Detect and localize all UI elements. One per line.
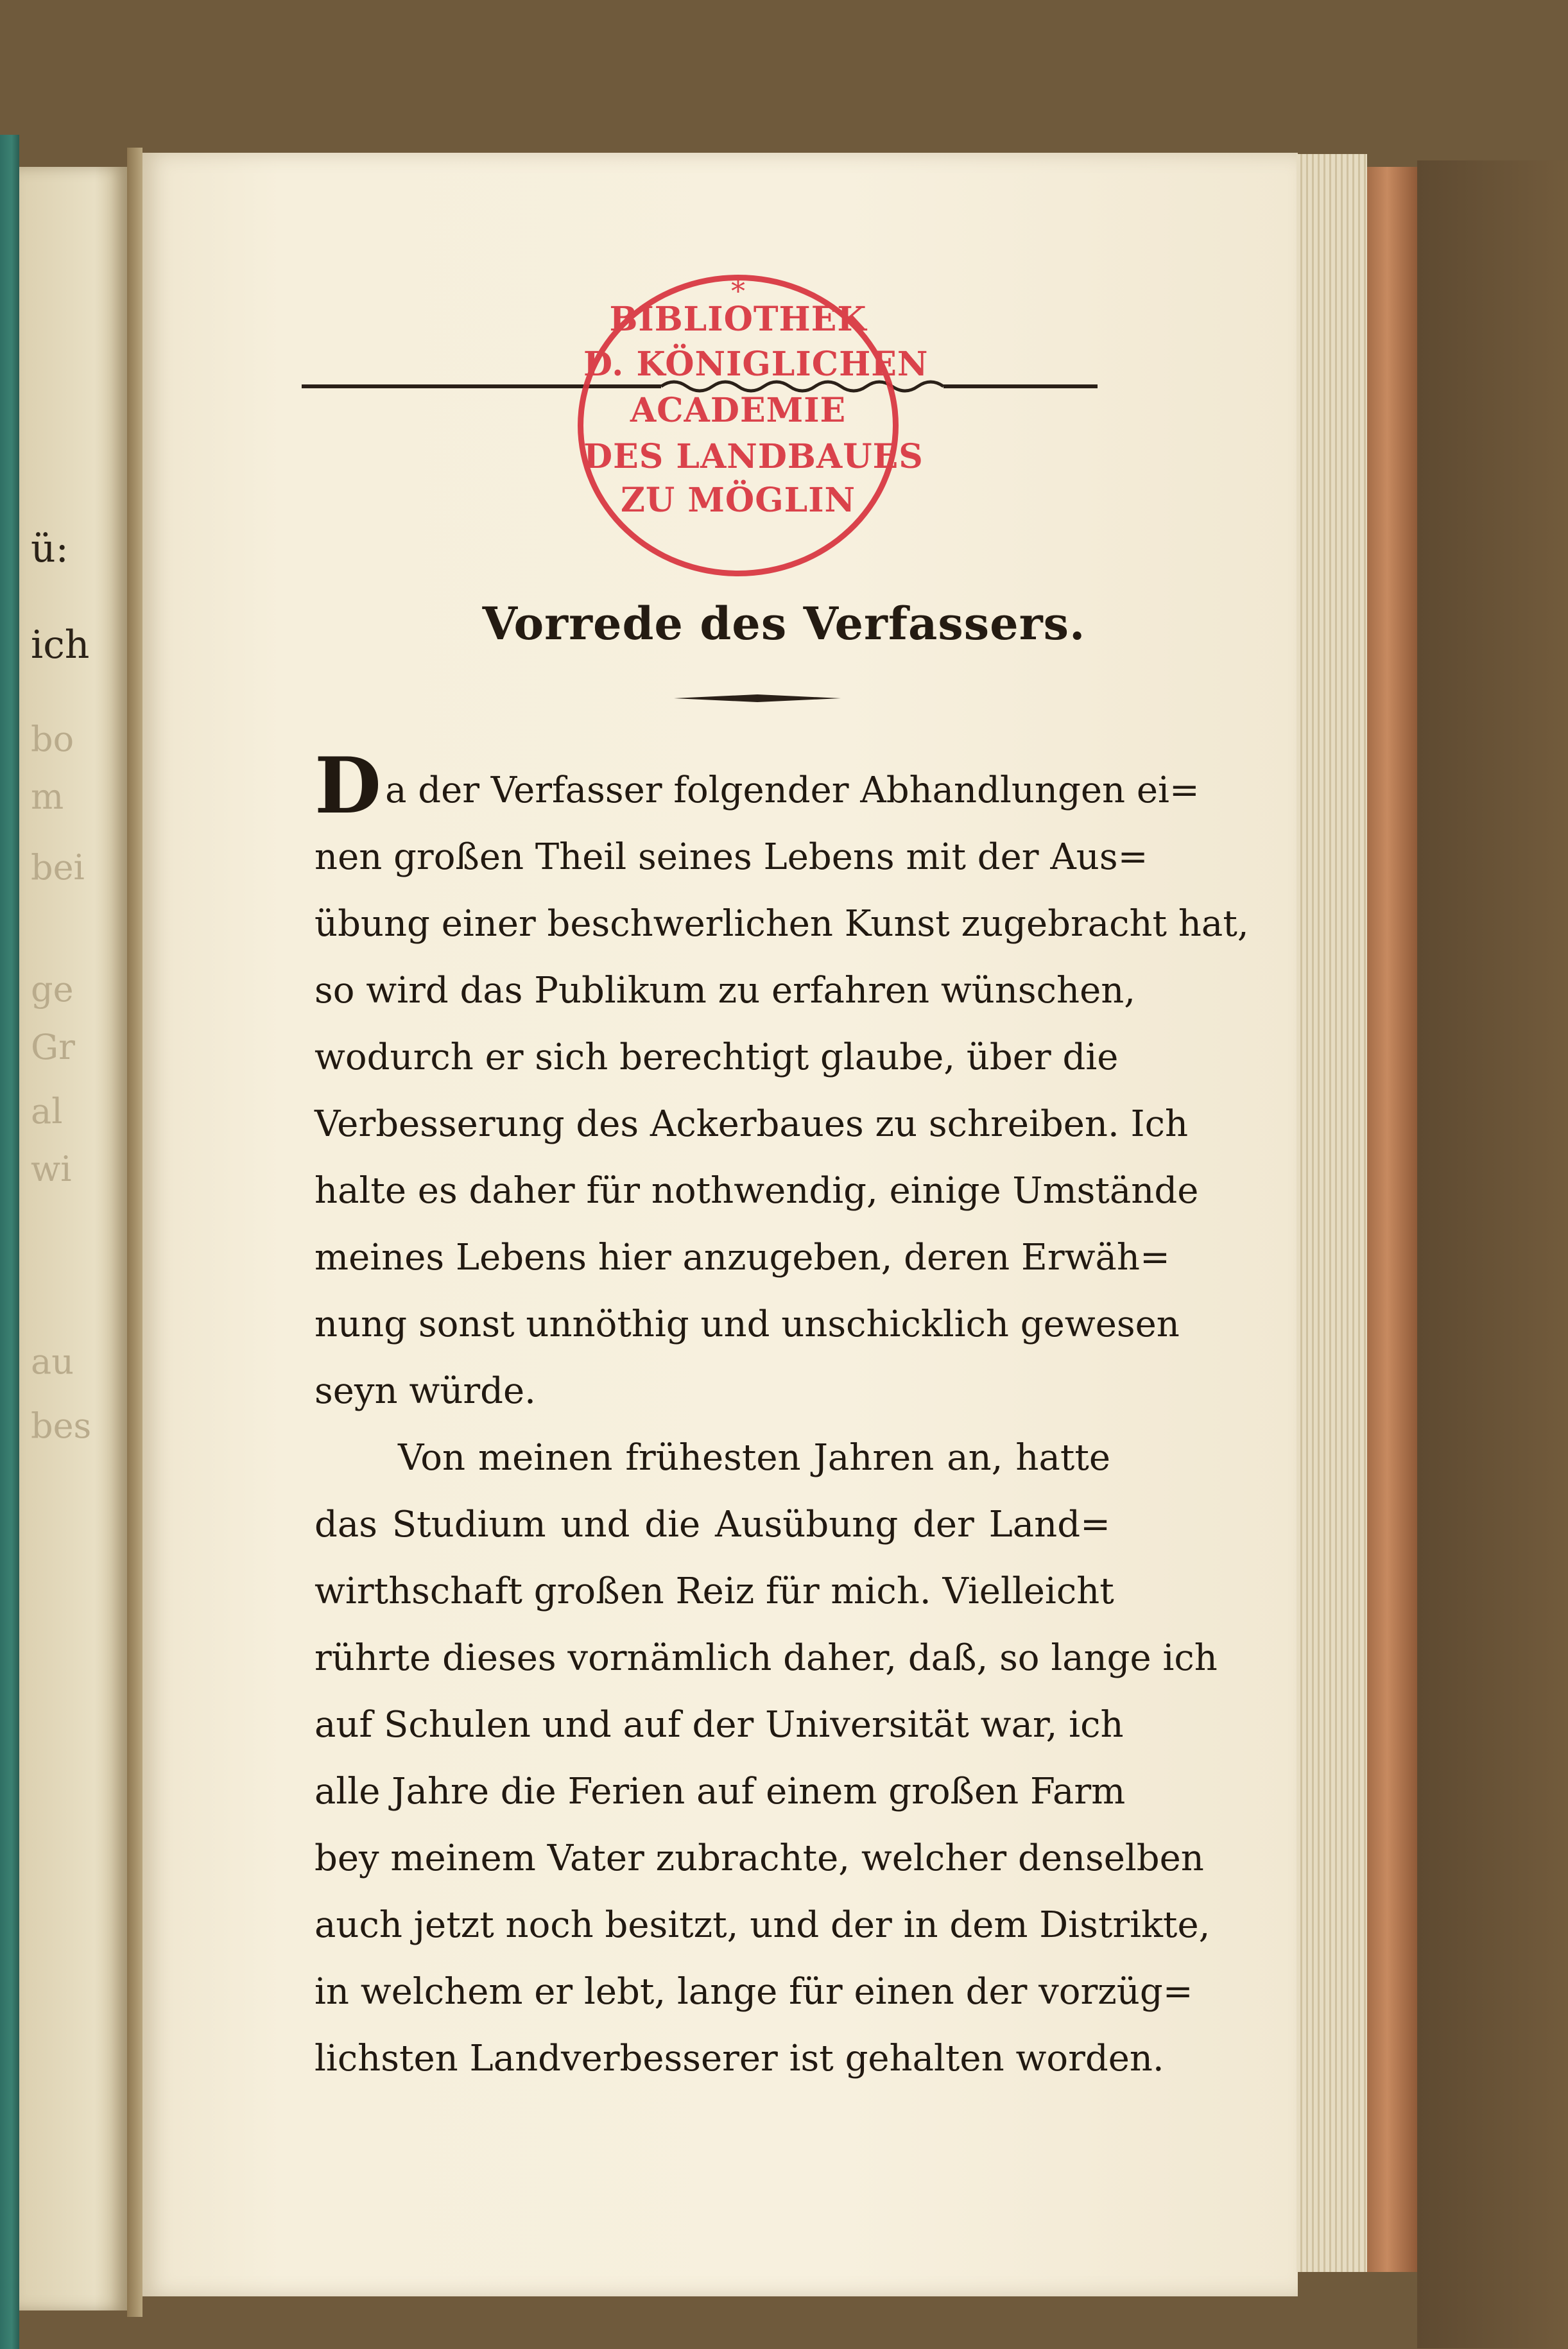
text-line: nen großen Theil seines Lebens mit der Aus=	[314, 836, 1148, 878]
body-text	[314, 741, 1249, 2092]
left-cover-board	[0, 135, 19, 2349]
fragment: ge	[31, 969, 74, 1010]
text-line: Verbesserung des Ackerbaues zu schreiben. Ich	[314, 1103, 1189, 1145]
previous-page-edge	[19, 167, 127, 2310]
fragment: al	[31, 1091, 63, 1131]
stamp-line: ZU MÖGLIN	[620, 481, 856, 520]
stamp-line: ACADEMIE	[630, 391, 847, 430]
fragment: au	[31, 1341, 74, 1382]
text-line: nung sonst unnöthig und unschicklich gewesen	[314, 1304, 1180, 1345]
fragment: bei	[31, 847, 85, 888]
text-line: wodurch er sich berechtigt glaube, über die	[314, 1037, 1119, 1078]
text-line: das Studium und die Ausübung der Land=	[314, 1504, 1110, 1545]
fragment: wi	[31, 1149, 72, 1189]
drop-cap: D	[314, 741, 382, 831]
text-line: meines Lebens hier anzugeben, deren Erwäh=	[314, 1237, 1170, 1278]
paragraph-1	[314, 741, 1249, 1425]
paragraph-2	[314, 1425, 1218, 2092]
stamp-star: *	[731, 275, 745, 308]
text-line: alle Jahre die Ferien auf einem großen Farm	[314, 1771, 1126, 1812]
stamp-line: D. KÖNIGLICHEN	[583, 345, 929, 384]
text-line: a der Verfasser folgender Abhandlungen ei=	[385, 770, 1200, 811]
text-line: rührte dieses vornämlich daher, daß, so lange ich	[314, 1637, 1218, 1679]
book-gutter	[127, 148, 142, 2317]
text-line: halte es daher für nothwendig, einige Umstände	[314, 1170, 1199, 1212]
fragment: m	[31, 777, 64, 817]
text-line: auf Schulen und auf der Universität war, ich	[314, 1704, 1124, 1746]
text-line: in welchem er lebt, lange für einen der vorzüg=	[314, 1971, 1193, 2013]
text-line: Von meinen frühesten Jahren an, hatte	[398, 1437, 1110, 1479]
text-line: seyn würde.	[314, 1370, 536, 1412]
fragment: bes	[31, 1406, 92, 1446]
leather-cover-edge	[1367, 167, 1417, 2272]
stamp-line: DES LANDBAUES	[583, 437, 924, 476]
page-title: Vorrede des Verfassers.	[482, 597, 1086, 650]
text-line: auch jetzt noch besitzt, und der in dem Distrikte,	[314, 1904, 1210, 1946]
fragment: ü:	[31, 526, 69, 571]
library-stamp	[578, 275, 929, 576]
page-block-edge	[1297, 154, 1367, 2272]
text-line: wirthschaft großen Reiz für mich. Vielleicht	[314, 1570, 1114, 1612]
background-right	[1417, 160, 1568, 2348]
stamp-line: BIBLIOTHEK	[609, 300, 867, 339]
text-line: so wird das Publikum zu erfahren wünschen,	[314, 970, 1136, 1011]
title-underline	[674, 694, 841, 702]
text-line: übung einer beschwerlichen Kunst zugebracht hat,	[314, 903, 1249, 945]
fragment: bo	[31, 719, 74, 759]
fragment: Gr	[31, 1027, 75, 1067]
text-line: lichsten Landverbesserer ist gehalten worden.	[314, 2038, 1164, 2079]
fragment: ich	[31, 623, 90, 667]
text-line: bey meinem Vater zubrachte, welcher denselben	[314, 1837, 1204, 1879]
